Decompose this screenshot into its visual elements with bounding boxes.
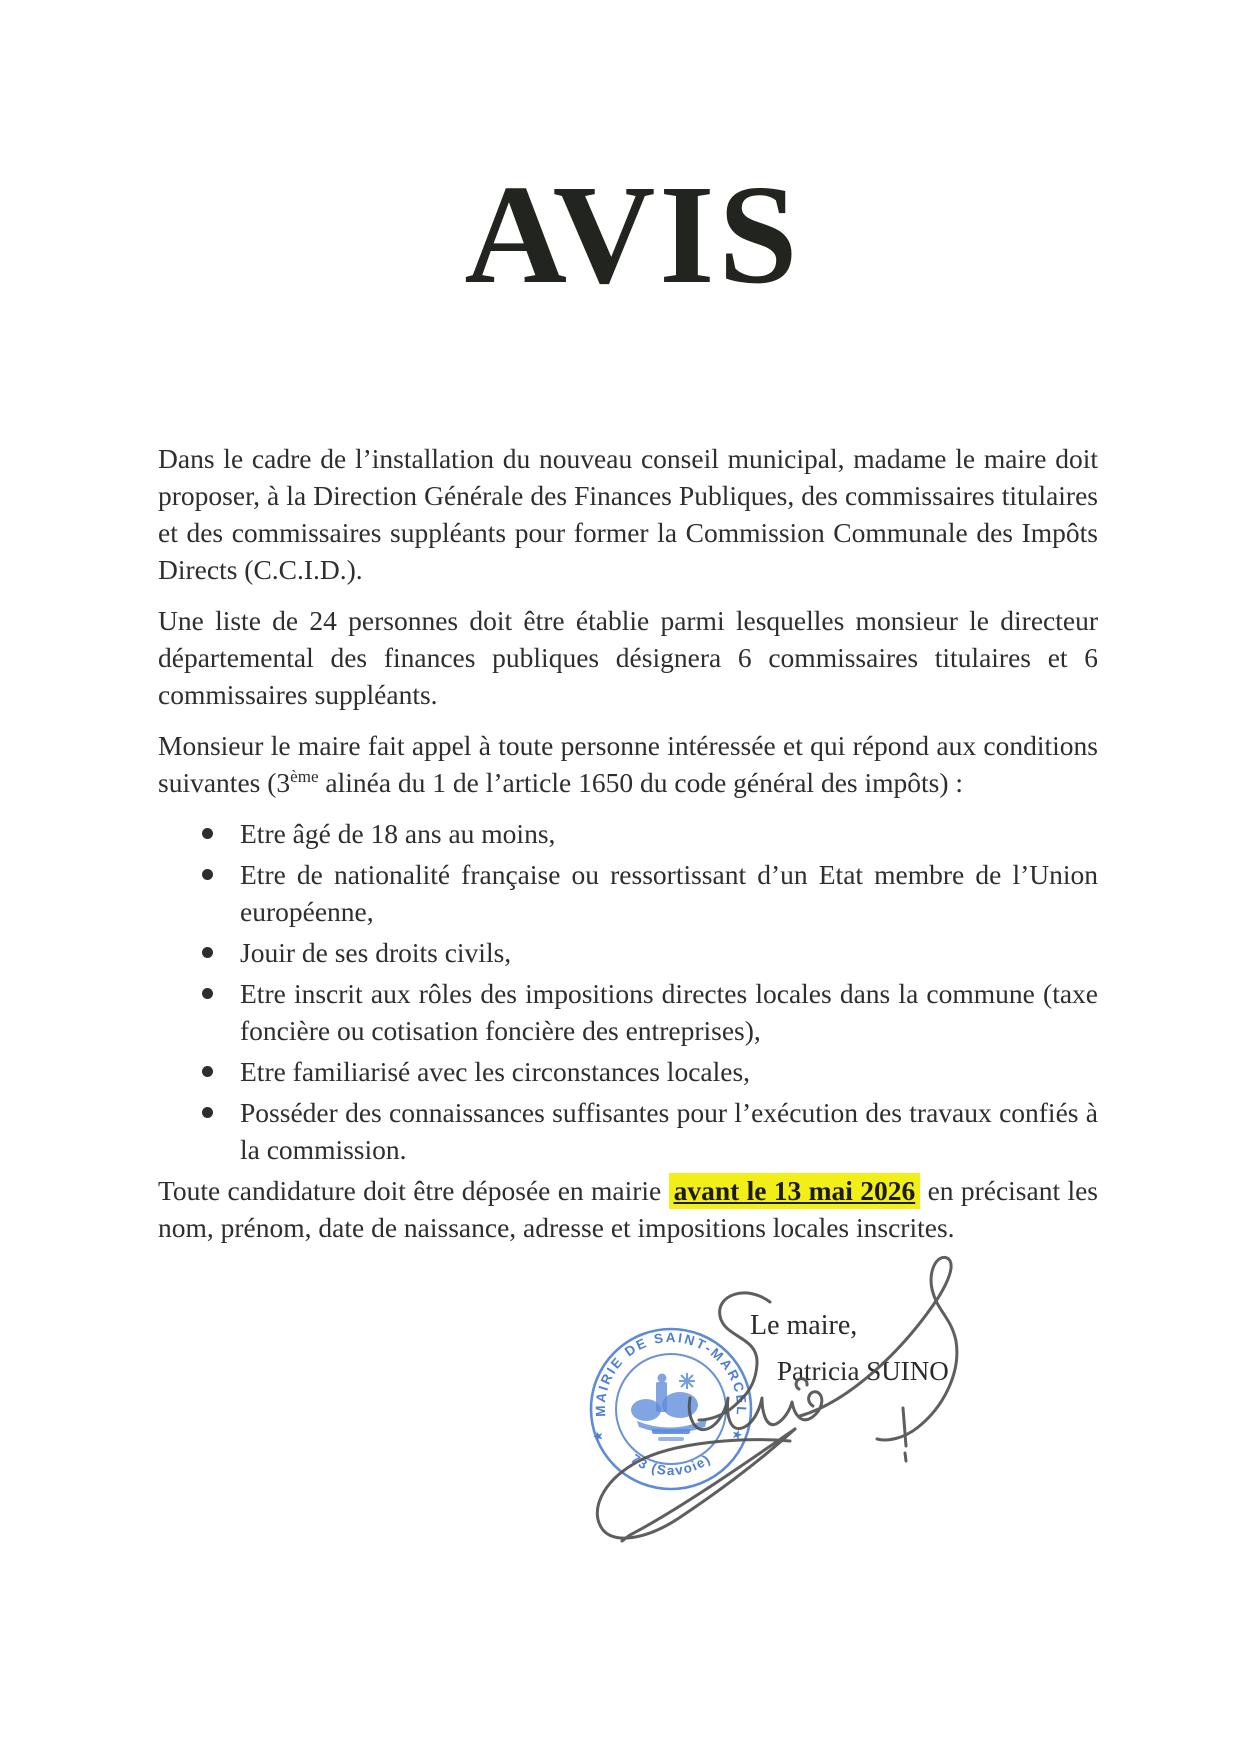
list-item bbox=[158, 934, 1098, 971]
stamp-emblem bbox=[631, 1373, 707, 1441]
bullet-dot-icon bbox=[202, 1107, 213, 1118]
list-item bbox=[158, 1053, 1098, 1090]
signature-flourish-stroke bbox=[800, 1257, 957, 1440]
signature-dash-stroke bbox=[903, 1408, 906, 1461]
conditions-list bbox=[158, 815, 1098, 1168]
svg-text:73 (Savoie) bbox=[628, 1451, 713, 1478]
signature-name: Patricia SUINO bbox=[777, 1356, 949, 1386]
deadline-text-start: Toute candidature doit être déposée en mairie bbox=[158, 1175, 669, 1206]
deadline-date-highlight: avant le 13 mai 2026 bbox=[669, 1173, 921, 1209]
paragraph-liste: Une liste de 24 personnes doit être établie parmi lesquelles monsieur le directeur départemental des finances publiques désignera 6 commissaires titulaires et 6 commissaires suppléants. bbox=[158, 605, 1098, 710]
stamp-bottom-text: 73 (Savoie) bbox=[628, 1451, 714, 1479]
ordinal-superscript: ème bbox=[290, 766, 319, 786]
conditions-text-end: alinéa du 1 de l’article 1650 du code général des impôts) : bbox=[318, 767, 964, 798]
list-item bbox=[158, 975, 1098, 1049]
bullet-dot-icon bbox=[202, 988, 213, 999]
bullet-dot-icon bbox=[202, 869, 213, 880]
stamp-star-right-icon: ★ bbox=[729, 1425, 746, 1444]
list-item-text: Etre de nationalité française ou ressortissant d’un Etat membre de l’Union européenne, bbox=[240, 859, 1098, 927]
conditions-text-start: Monsieur le maire fait appel à toute personne intéressée et qui répond aux conditions suivantes (3 bbox=[158, 730, 1098, 798]
stamp-star-left-icon: ★ bbox=[590, 1427, 606, 1446]
signature-role-line: Le maire, bbox=[750, 1310, 858, 1341]
stamp-top-text: MAIRIE DE SAINT-MARCEL bbox=[592, 1329, 750, 1418]
list-item-text: Posséder des connaissances suffisantes pour l’exécution des travaux confiés à la commission. bbox=[240, 1097, 1098, 1165]
list-item-text: Etre familiarisé avec les circonstances locales, bbox=[240, 1056, 751, 1087]
bullet-dot-icon bbox=[202, 947, 213, 958]
paragraph-deadline bbox=[158, 1172, 1098, 1246]
municipal-stamp bbox=[588, 1326, 754, 1492]
list-item bbox=[158, 856, 1098, 930]
list-item-text: Etre inscrit aux rôles des impositions directes locales dans la commune (taxe foncière ou cotisation foncière des entreprises), bbox=[240, 978, 1098, 1046]
document-body bbox=[158, 440, 1098, 1260]
list-item bbox=[158, 1094, 1098, 1168]
list-item-text: Etre âgé de 18 ans au moins, bbox=[240, 818, 556, 849]
list-item-text: Jouir de ses droits civils, bbox=[240, 937, 512, 968]
list-item bbox=[158, 815, 1098, 852]
bullet-dot-icon bbox=[202, 1066, 213, 1077]
bullet-dot-icon bbox=[202, 828, 213, 839]
paragraph-conditions bbox=[158, 727, 1098, 801]
document-title: AVIS bbox=[464, 155, 802, 313]
paragraph-intro: Dans le cadre de l’installation du nouveau conseil municipal, madame le maire doit proposer, à la Direction Générale des Finances Publiques, des commissaires titulaires et des commissaires suppléants pour former la Commission Communale des Impôts Directs (C.C.I.D.). bbox=[158, 443, 1098, 585]
deadline-text-end: en précisant les nom, prénom, date de naissance, adresse et impositions locales inscrites. bbox=[158, 1175, 1098, 1243]
